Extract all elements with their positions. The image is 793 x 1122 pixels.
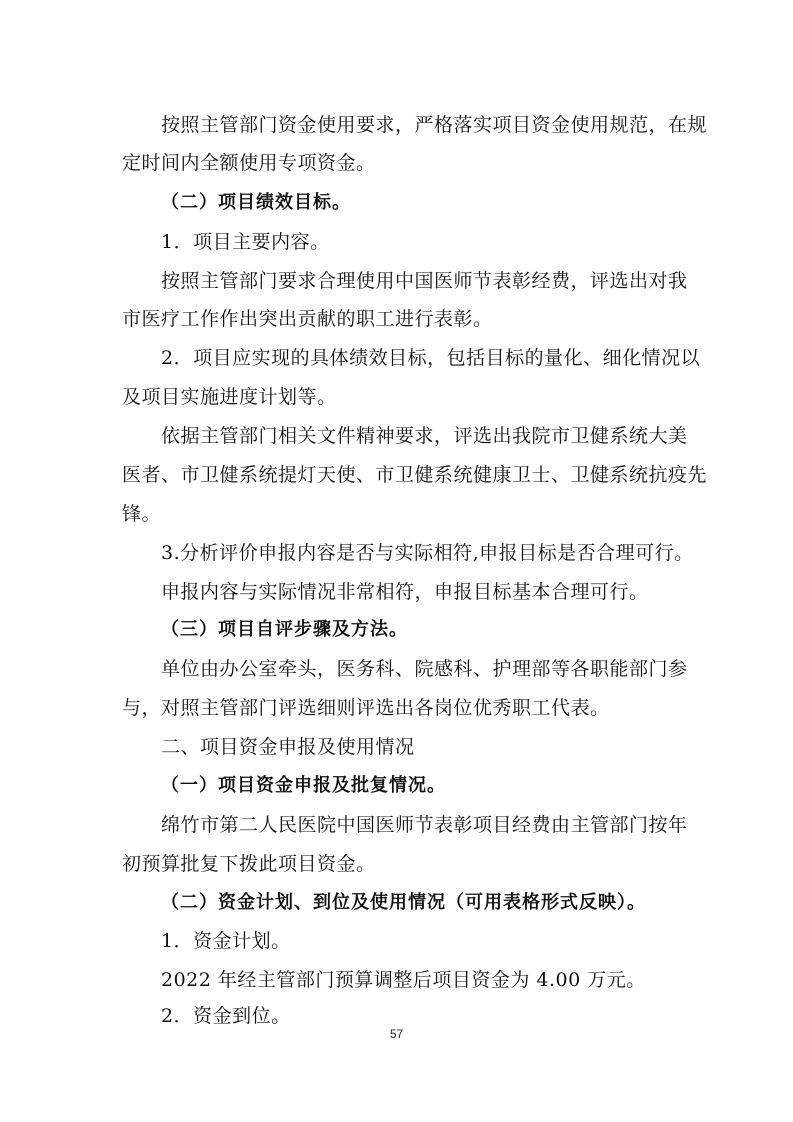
section-heading: （一）项目资金申报及批复情况。 [161, 775, 446, 796]
paragraph-line: 依据主管部门相关文件精神要求，评选出我院市卫健系统大美 [161, 425, 688, 447]
paragraph-line: 初预算批复下拨此项目资金。 [122, 853, 376, 875]
paragraph-line: 申报内容与实际情况非常相符，申报目标基本合理可行。 [161, 581, 649, 603]
section-heading: （二）项目绩效目标。 [161, 192, 351, 213]
subsection-heading: 2．资金到位。 [161, 1005, 291, 1027]
paragraph-line: 市医疗工作作出突出贡献的职工进行表彰。 [122, 308, 493, 330]
subsection-heading: 1．项目主要内容。 [161, 231, 330, 253]
paragraph-line: 及项目实施进度计划等。 [122, 386, 337, 408]
paragraph-line: 医者、市卫健系统提灯天使、市卫健系统健康卫士、卫健系统抗疫先 [122, 464, 708, 486]
paragraph-line: 按照主管部门资金使用要求，严格落实项目资金使用规范，在规 [161, 114, 708, 136]
subsection-heading: 2．项目应实现的具体绩效目标，包括目标的量化、细化情况以 [161, 347, 701, 369]
paragraph-line: 2022 年经主管部门预算调整后项目资金为 4.00 万元。 [161, 969, 646, 991]
section-heading: （三）项目自评步骤及方法。 [161, 619, 408, 640]
paragraph-line: 绵竹市第二人民医院中国医师节表彰项目经费由主管部门按年 [161, 814, 688, 836]
paragraph-line: 与，对照主管部门评选细则评选出各岗位优秀职工代表。 [122, 697, 610, 719]
chapter-heading: 二、项目资金申报及使用情况 [161, 736, 415, 758]
subsection-heading: 3.分析评价申报内容是否与实际相符,申报目标是否合理可行。 [161, 542, 694, 564]
section-heading: （二）资金计划、到位及使用情况（可用表格形式反映）。 [161, 892, 646, 913]
paragraph-line: 锋。 [122, 503, 162, 525]
paragraph-line: 按照主管部门要求合理使用中国医师节表彰经费，评选出对我 [161, 270, 688, 292]
subsection-heading: 1．资金计划。 [161, 930, 291, 952]
paragraph-line: 单位由办公室牵头，医务科、院感科、护理部等各职能部门参 [161, 658, 688, 680]
page-number: 57 [389, 1027, 404, 1041]
paragraph-line: 定时间内全额使用专项资金。 [122, 152, 376, 174]
